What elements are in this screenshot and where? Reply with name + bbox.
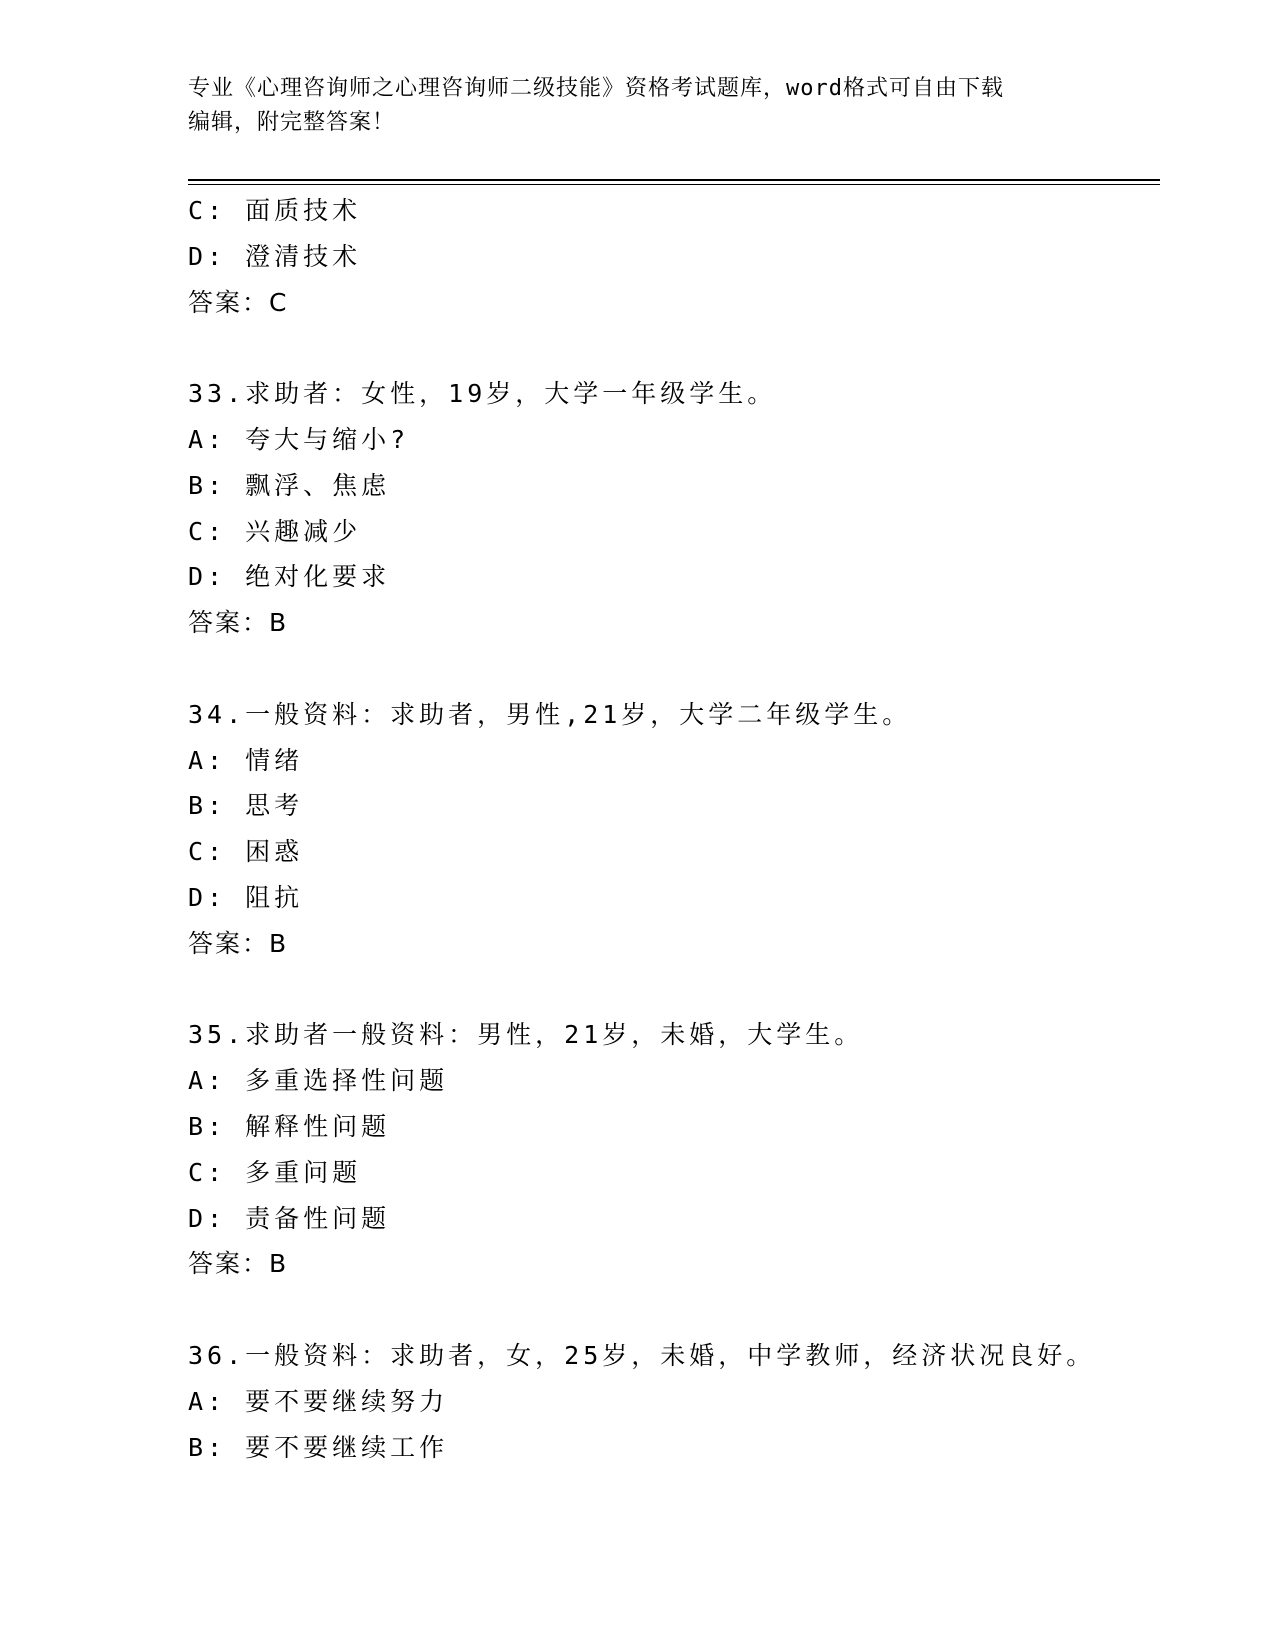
option-d: D: 绝对化要求 <box>188 562 391 592</box>
question-stem: 34.一般资料：求助者，男性,21岁，大学二年级学生。 <box>188 699 912 729</box>
answer: 答案：B <box>188 928 289 958</box>
option-b: B: 思考 <box>188 791 304 821</box>
question-list <box>188 188 1160 1470</box>
option-a: A: 要不要继续努力 <box>188 1386 449 1416</box>
option-c: C: 兴趣减少 <box>188 516 362 546</box>
question-stem: 36.一般资料：求助者，女，25岁，未婚，中学教师，经济状况良好。 <box>188 1340 1096 1370</box>
option-b: B: 解释性问题 <box>188 1111 391 1141</box>
option-a: A: 多重选择性问题 <box>188 1066 449 1096</box>
document-header <box>188 72 1088 140</box>
option-a: A: 情绪 <box>188 745 304 775</box>
header-line-1: 专业《心理咨询师之心理咨询师二级技能》资格考试题库，word格式可自由下载 <box>188 76 1004 101</box>
answer: 答案：C <box>188 287 289 317</box>
option-b: B: 要不要继续工作 <box>188 1432 449 1462</box>
question-stem: 35.求助者一般资料：男性，21岁，未婚，大学生。 <box>188 1020 864 1050</box>
question-stem: 33.求助者：女性，19岁，大学一年级学生。 <box>188 379 777 409</box>
answer: 答案：B <box>188 608 289 638</box>
question-block <box>188 1333 1160 1470</box>
option-a: A: 夸大与缩小? <box>188 424 410 454</box>
option-c: C: 困惑 <box>188 837 304 867</box>
question-block <box>188 692 1160 967</box>
question-block <box>188 371 1160 646</box>
option-d: D: 澄清技术 <box>188 241 362 271</box>
option-b: B: 飘浮、焦虑 <box>188 470 391 500</box>
header-divider <box>188 179 1160 181</box>
header-line-2: 编辑，附完整答案！ <box>188 110 396 135</box>
option-d: D: 责备性问题 <box>188 1203 391 1233</box>
option-c: C: 面质技术 <box>188 196 362 225</box>
answer: 答案：B <box>188 1249 289 1279</box>
question-block <box>188 188 1160 325</box>
option-c: C: 多重问题 <box>188 1157 362 1187</box>
option-d: D: 阻抗 <box>188 882 304 912</box>
header-divider-thin <box>188 184 1160 185</box>
question-block <box>188 1012 1160 1287</box>
